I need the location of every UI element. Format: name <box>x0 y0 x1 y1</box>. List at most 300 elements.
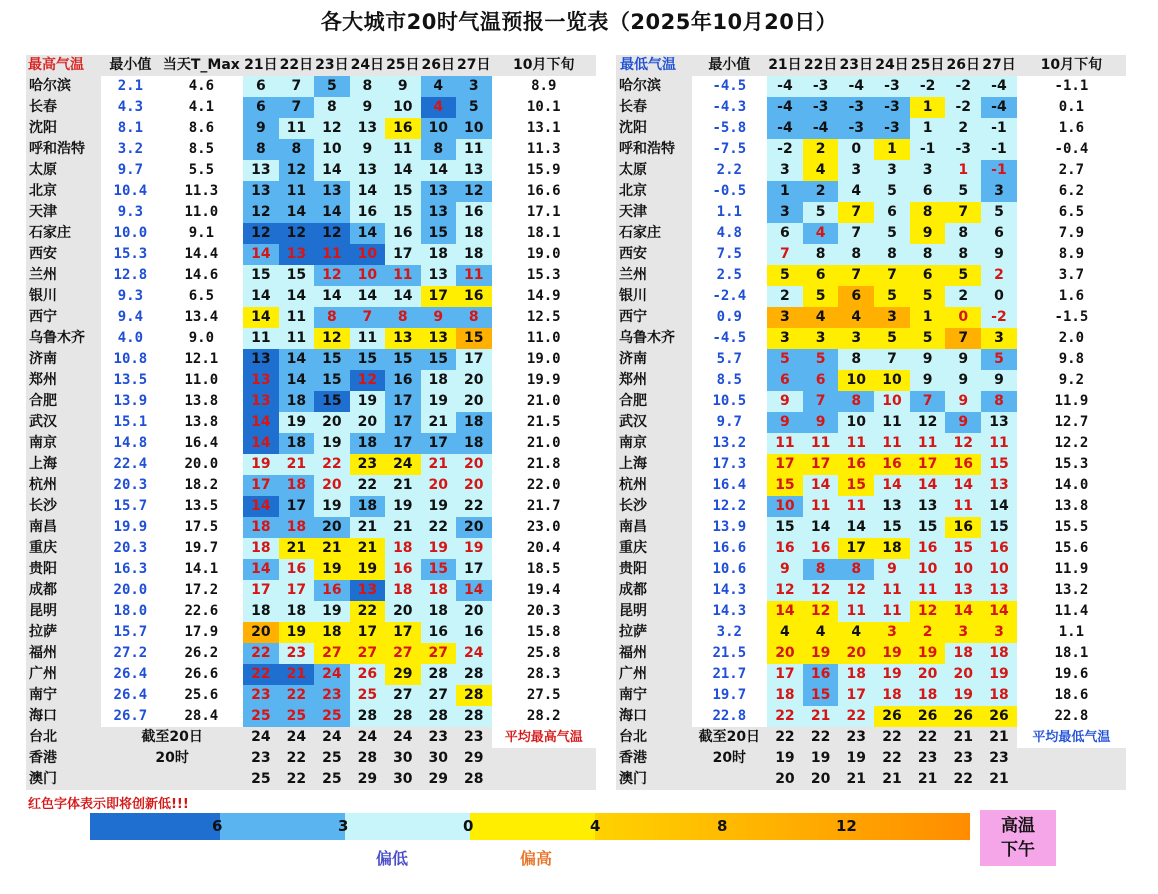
forecast-cell: 12 <box>279 160 314 181</box>
table-row <box>616 769 1126 790</box>
forecast-cell: 7 <box>945 202 981 223</box>
forecast-cell: 21 <box>314 538 349 559</box>
table-row <box>26 454 596 475</box>
forecast-cell: 17 <box>421 286 456 307</box>
forecast-cell: 22 <box>767 727 803 748</box>
forecast-cell: 14 <box>910 475 946 496</box>
forecast-cell: 28 <box>350 706 385 727</box>
forecast-cell: 11 <box>803 433 839 454</box>
dekad-average: -0.4 <box>1054 141 1089 157</box>
city-name: 乌鲁木齐 <box>26 328 101 349</box>
dekad-average: 18.5 <box>526 561 561 577</box>
city-name: 昆明 <box>26 601 101 622</box>
forecast-cell: 2 <box>803 181 839 202</box>
forecast-cell: 6 <box>910 265 946 286</box>
forecast-cell: 10 <box>910 559 946 580</box>
forecast-cell: 23 <box>945 748 981 769</box>
dekad-average: 12.7 <box>1054 414 1089 430</box>
forecast-cell: 3 <box>767 307 803 328</box>
forecast-cell: 8 <box>910 244 946 265</box>
dekad-average: 13.8 <box>1054 498 1089 514</box>
forecast-cell: 14 <box>243 559 278 580</box>
city-name: 长沙 <box>616 496 692 517</box>
forecast-cell: 18 <box>456 433 491 454</box>
forecast-cell: 7 <box>838 202 874 223</box>
forecast-cell: 8 <box>910 202 946 223</box>
forecast-cell: 8 <box>314 307 349 328</box>
min-value: 1.1 <box>716 204 742 220</box>
min-value: 15.3 <box>113 246 148 262</box>
dekad-average: 20.4 <box>526 540 561 556</box>
today-max: 11.0 <box>184 204 219 220</box>
forecast-cell: 18 <box>421 580 456 601</box>
city-name: 拉萨 <box>616 622 692 643</box>
city-name: 西宁 <box>26 307 101 328</box>
forecast-cell: 29 <box>421 769 456 790</box>
today-max: 16.4 <box>184 435 219 451</box>
header-row <box>616 55 1126 76</box>
forecast-cell: 10 <box>767 496 803 517</box>
forecast-cell: 20 <box>456 517 491 538</box>
column-header: 最小值 <box>692 55 768 76</box>
column-header: 当天T_Max <box>160 55 244 76</box>
note-cell: 20时 <box>101 748 243 769</box>
min-value: 20.0 <box>113 582 148 598</box>
legend-label-3: 3 <box>338 817 349 835</box>
column-header: 26日 <box>421 55 456 76</box>
forecast-cell: 19 <box>314 496 349 517</box>
forecast-cell: 4 <box>803 307 839 328</box>
legend-label-0: 0 <box>463 817 474 835</box>
forecast-cell: 26 <box>981 706 1017 727</box>
forecast-cell: 14 <box>945 475 981 496</box>
forecast-cell: 26 <box>945 706 981 727</box>
min-value: 13.9 <box>113 393 148 409</box>
forecast-cell: 21 <box>350 517 385 538</box>
forecast-cell: 16 <box>456 286 491 307</box>
dekad-average: 13.1 <box>526 120 561 136</box>
forecast-cell: 28 <box>421 706 456 727</box>
min-value: 10.5 <box>712 393 747 409</box>
city-name: 南宁 <box>26 685 101 706</box>
forecast-cell: -1 <box>981 160 1017 181</box>
forecast-cell: 2 <box>945 286 981 307</box>
forecast-cell: 25 <box>314 748 349 769</box>
forecast-cell: 17 <box>456 559 491 580</box>
forecast-cell: 16 <box>421 622 456 643</box>
city-name: 兰州 <box>616 265 692 286</box>
forecast-cell: 14 <box>243 307 278 328</box>
city-name: 南京 <box>26 433 101 454</box>
forecast-cell: 14 <box>279 286 314 307</box>
forecast-cell: 27 <box>385 643 420 664</box>
forecast-cell: 29 <box>456 748 491 769</box>
column-header: 24日 <box>874 55 910 76</box>
forecast-cell: -2 <box>767 139 803 160</box>
forecast-cell: 18 <box>421 244 456 265</box>
forecast-cell: 10 <box>314 139 349 160</box>
forecast-cell: 8 <box>421 139 456 160</box>
forecast-cell: 8 <box>945 244 981 265</box>
avg-label <box>492 748 596 769</box>
table-row <box>26 559 596 580</box>
forecast-cell: 15 <box>421 223 456 244</box>
avg-label <box>1017 769 1126 790</box>
dekad-average: 7.9 <box>1058 225 1085 241</box>
forecast-cell: 15 <box>350 349 385 370</box>
forecast-cell: 22 <box>279 769 314 790</box>
table-row <box>26 223 596 244</box>
table-row <box>26 307 596 328</box>
table-row <box>616 370 1126 391</box>
forecast-cell: 21 <box>838 769 874 790</box>
dekad-average: -1.5 <box>1054 309 1089 325</box>
forecast-cell: 11 <box>838 496 874 517</box>
forecast-cell: 17 <box>385 244 420 265</box>
forecast-cell: 12 <box>314 328 349 349</box>
forecast-cell: 11 <box>874 412 910 433</box>
forecast-cell: 19 <box>279 622 314 643</box>
forecast-cell: 11 <box>874 601 910 622</box>
forecast-cell: 3 <box>910 160 946 181</box>
forecast-cell: 8 <box>838 391 874 412</box>
forecast-cell: 23 <box>456 727 491 748</box>
forecast-cell: 14 <box>243 244 278 265</box>
forecast-cell: 21 <box>279 454 314 475</box>
today-max: 20.0 <box>184 456 219 472</box>
forecast-cell: 13 <box>350 160 385 181</box>
forecast-cell: 6 <box>874 202 910 223</box>
column-header: 24日 <box>350 55 385 76</box>
column-header: 27日 <box>456 55 491 76</box>
today-max: 6.5 <box>188 288 215 304</box>
forecast-cell: 17 <box>910 454 946 475</box>
city-name: 武汉 <box>26 412 101 433</box>
min-value: 10.6 <box>712 561 747 577</box>
forecast-cell: 18 <box>243 538 278 559</box>
dekad-average: 1.6 <box>1058 288 1085 304</box>
forecast-cell: 23 <box>314 685 349 706</box>
forecast-cell: 16 <box>910 538 946 559</box>
forecast-cell: 18 <box>350 496 385 517</box>
forecast-cell: 12 <box>243 202 278 223</box>
forecast-cell: 10 <box>350 265 385 286</box>
forecast-cell: -1 <box>981 139 1017 160</box>
table-row <box>26 160 596 181</box>
city-name: 南昌 <box>26 517 101 538</box>
min-value: 26.4 <box>113 666 148 682</box>
city-name: 银川 <box>616 286 692 307</box>
city-name: 上海 <box>26 454 101 475</box>
table-row <box>26 664 596 685</box>
forecast-cell: 6 <box>767 370 803 391</box>
city-name: 台北 <box>26 727 101 748</box>
forecast-cell: 5 <box>456 97 491 118</box>
forecast-cell: 12 <box>803 580 839 601</box>
forecast-cell: -3 <box>803 97 839 118</box>
forecast-cell: 18 <box>767 685 803 706</box>
forecast-cell: 4 <box>421 76 456 97</box>
forecast-cell: 16 <box>981 538 1017 559</box>
forecast-cell: 13 <box>243 160 278 181</box>
forecast-cell: 3 <box>767 202 803 223</box>
forecast-cell: 21 <box>981 727 1017 748</box>
forecast-cell: 19 <box>421 496 456 517</box>
forecast-cell: 13 <box>243 391 278 412</box>
forecast-cell: 8 <box>385 307 420 328</box>
dekad-average: 22.8 <box>1054 708 1089 724</box>
forecast-cell: 12 <box>314 265 349 286</box>
forecast-cell: 11 <box>350 328 385 349</box>
forecast-cell: 7 <box>279 76 314 97</box>
forecast-cell: 9 <box>385 76 420 97</box>
column-header: 23日 <box>838 55 874 76</box>
today-max: 4.1 <box>188 99 215 115</box>
city-name: 合肥 <box>616 391 692 412</box>
dekad-average: 21.8 <box>526 456 561 472</box>
forecast-cell: 11 <box>874 580 910 601</box>
city-name: 天津 <box>26 202 101 223</box>
forecast-cell: 13 <box>421 202 456 223</box>
forecast-cell: 14 <box>803 475 839 496</box>
forecast-cell: 25 <box>243 769 278 790</box>
forecast-cell: 23 <box>279 643 314 664</box>
forecast-cell: 4 <box>767 622 803 643</box>
min-value: 14.3 <box>712 603 747 619</box>
forecast-cell: 21 <box>874 769 910 790</box>
forecast-cell: 13 <box>350 118 385 139</box>
table-row <box>616 517 1126 538</box>
forecast-cell: 23 <box>838 727 874 748</box>
table-row <box>26 517 596 538</box>
forecast-cell: 5 <box>910 286 946 307</box>
dekad-average: 21.5 <box>526 414 561 430</box>
dekad-average: 21.0 <box>526 393 561 409</box>
forecast-cell: 16 <box>456 622 491 643</box>
column-header: 25日 <box>385 55 420 76</box>
forecast-cell: 17 <box>385 433 420 454</box>
forecast-cell: 19 <box>874 643 910 664</box>
today-max: 13.8 <box>184 393 219 409</box>
city-name: 沈阳 <box>616 118 692 139</box>
forecast-cell: 15 <box>838 475 874 496</box>
city-name: 重庆 <box>616 538 692 559</box>
forecast-cell: 26 <box>874 706 910 727</box>
dekad-average: 15.6 <box>1054 540 1089 556</box>
forecast-cell: 8 <box>279 139 314 160</box>
forecast-cell: 13 <box>981 475 1017 496</box>
forecast-cell: 17 <box>838 685 874 706</box>
dekad-average: 28.2 <box>526 708 561 724</box>
forecast-cell: 12 <box>456 181 491 202</box>
today-max: 18.2 <box>184 477 219 493</box>
forecast-cell: 19 <box>874 664 910 685</box>
forecast-cell: 24 <box>385 454 420 475</box>
forecast-cell: 0 <box>838 139 874 160</box>
forecast-cell: 16 <box>385 370 420 391</box>
forecast-cell: 3 <box>767 160 803 181</box>
forecast-cell: 18 <box>385 538 420 559</box>
today-max: 11.0 <box>184 372 219 388</box>
table-row <box>616 181 1126 202</box>
forecast-cell: 11 <box>838 601 874 622</box>
forecast-cell: 15 <box>314 349 349 370</box>
forecast-cell: 20 <box>243 622 278 643</box>
avg-label <box>492 769 596 790</box>
forecast-cell: 5 <box>314 76 349 97</box>
forecast-cell: 20 <box>767 643 803 664</box>
forecast-cell: 14 <box>803 517 839 538</box>
note-cell: 20时 <box>692 748 768 769</box>
min-value: 18.0 <box>113 603 148 619</box>
table-row <box>616 412 1126 433</box>
forecast-cell: 19 <box>421 391 456 412</box>
city-name: 西安 <box>26 244 101 265</box>
forecast-cell: 11 <box>981 433 1017 454</box>
table-row <box>26 76 596 97</box>
forecast-cell: 18 <box>456 412 491 433</box>
footnote: 红色字体表示即将创新低!!! <box>28 797 189 812</box>
city-name: 合肥 <box>26 391 101 412</box>
forecast-cell: 17 <box>385 412 420 433</box>
dekad-average: 17.1 <box>526 204 561 220</box>
legend-label-4: 4 <box>590 817 601 835</box>
forecast-cell: 5 <box>981 349 1017 370</box>
forecast-cell: 24 <box>243 727 278 748</box>
forecast-cell: 20 <box>767 769 803 790</box>
forecast-cell: 27 <box>314 643 349 664</box>
min-value: 9.7 <box>117 162 144 178</box>
forecast-cell: 23 <box>243 685 278 706</box>
forecast-cell: -1 <box>981 118 1017 139</box>
city-name: 天津 <box>616 202 692 223</box>
today-max: 5.5 <box>188 162 215 178</box>
forecast-cell: 13 <box>421 265 456 286</box>
forecast-cell: 9 <box>243 118 278 139</box>
forecast-cell: 27 <box>385 685 420 706</box>
forecast-cell: 28 <box>421 664 456 685</box>
forecast-cell: 13 <box>945 580 981 601</box>
forecast-cell: 28 <box>456 706 491 727</box>
forecast-cell: 6 <box>910 181 946 202</box>
forecast-cell: 19 <box>767 748 803 769</box>
forecast-cell: 8 <box>803 244 839 265</box>
forecast-cell: 15 <box>243 265 278 286</box>
forecast-cell: 0 <box>981 286 1017 307</box>
today-max: 14.6 <box>184 267 219 283</box>
city-name: 南京 <box>616 433 692 454</box>
forecast-cell: 9 <box>874 559 910 580</box>
hot-legend-box <box>980 810 1056 866</box>
forecast-cell: 14 <box>981 601 1017 622</box>
min-value: -4.5 <box>712 330 747 346</box>
min-value: 9.3 <box>117 204 144 220</box>
forecast-cell: 11 <box>767 433 803 454</box>
table-row <box>26 181 596 202</box>
forecast-cell: 13 <box>279 244 314 265</box>
forecast-cell: 8 <box>350 76 385 97</box>
forecast-cell: 28 <box>456 685 491 706</box>
forecast-cell: 15 <box>874 517 910 538</box>
forecast-cell: 14 <box>421 160 456 181</box>
forecast-cell: 11 <box>279 181 314 202</box>
forecast-cell: 20 <box>314 475 349 496</box>
forecast-cell: 14 <box>350 286 385 307</box>
dekad-average: 11.3 <box>526 141 561 157</box>
dekad-average: 14.9 <box>526 288 561 304</box>
forecast-cell: -2 <box>945 76 981 97</box>
dekad-average: 11.0 <box>526 330 561 346</box>
legend-seg-yellow <box>470 813 595 840</box>
forecast-cell: 16 <box>314 580 349 601</box>
forecast-cell: 16 <box>767 538 803 559</box>
forecast-cell: 15 <box>456 328 491 349</box>
forecast-cell: 12 <box>910 412 946 433</box>
forecast-cell: 21 <box>910 769 946 790</box>
table-row <box>616 580 1126 601</box>
forecast-cell: 21 <box>803 706 839 727</box>
forecast-cell: -2 <box>981 307 1017 328</box>
table-row <box>616 685 1126 706</box>
forecast-cell: 19 <box>314 559 349 580</box>
min-value: 27.2 <box>113 645 148 661</box>
forecast-cell: 22 <box>874 748 910 769</box>
table-row <box>26 622 596 643</box>
forecast-cell: 10 <box>945 559 981 580</box>
forecast-cell: 26 <box>910 706 946 727</box>
forecast-cell: 15 <box>385 181 420 202</box>
dekad-average: 18.6 <box>1054 687 1089 703</box>
dekad-average: 28.3 <box>526 666 561 682</box>
forecast-cell: 18 <box>874 538 910 559</box>
forecast-cell: -4 <box>767 97 803 118</box>
forecast-cell: 18 <box>279 475 314 496</box>
dekad-average: 11.9 <box>1054 561 1089 577</box>
forecast-cell: 18 <box>314 622 349 643</box>
forecast-cell: -3 <box>838 97 874 118</box>
forecast-cell: 16 <box>945 454 981 475</box>
forecast-cell: 14 <box>243 496 278 517</box>
forecast-cell: 8 <box>456 307 491 328</box>
forecast-cell: 10 <box>874 391 910 412</box>
city-name: 台北 <box>616 727 692 748</box>
column-header: 最低气温 <box>616 55 692 76</box>
table-row <box>26 412 596 433</box>
forecast-cell: 21 <box>945 727 981 748</box>
note-cell: 截至20日 <box>692 727 768 748</box>
table-row <box>26 328 596 349</box>
dekad-average: 1.6 <box>1058 120 1085 136</box>
forecast-cell: 17 <box>385 622 420 643</box>
hot-legend-text: 高温 下午 <box>1001 816 1035 860</box>
forecast-cell: 20 <box>314 412 349 433</box>
forecast-cell: 6 <box>803 370 839 391</box>
dekad-average: 12.2 <box>1054 435 1089 451</box>
city-name: 北京 <box>616 181 692 202</box>
city-name: 西安 <box>616 244 692 265</box>
dekad-average: 11.9 <box>1054 393 1089 409</box>
min-value: 16.3 <box>113 561 148 577</box>
forecast-cell: 11 <box>910 433 946 454</box>
table-row <box>26 139 596 160</box>
forecast-cell: 15 <box>767 475 803 496</box>
forecast-cell: 8 <box>803 559 839 580</box>
today-max: 26.2 <box>184 645 219 661</box>
city-name: 福州 <box>26 643 101 664</box>
column-header: 22日 <box>803 55 839 76</box>
forecast-cell: -4 <box>838 76 874 97</box>
forecast-cell: 4 <box>803 622 839 643</box>
